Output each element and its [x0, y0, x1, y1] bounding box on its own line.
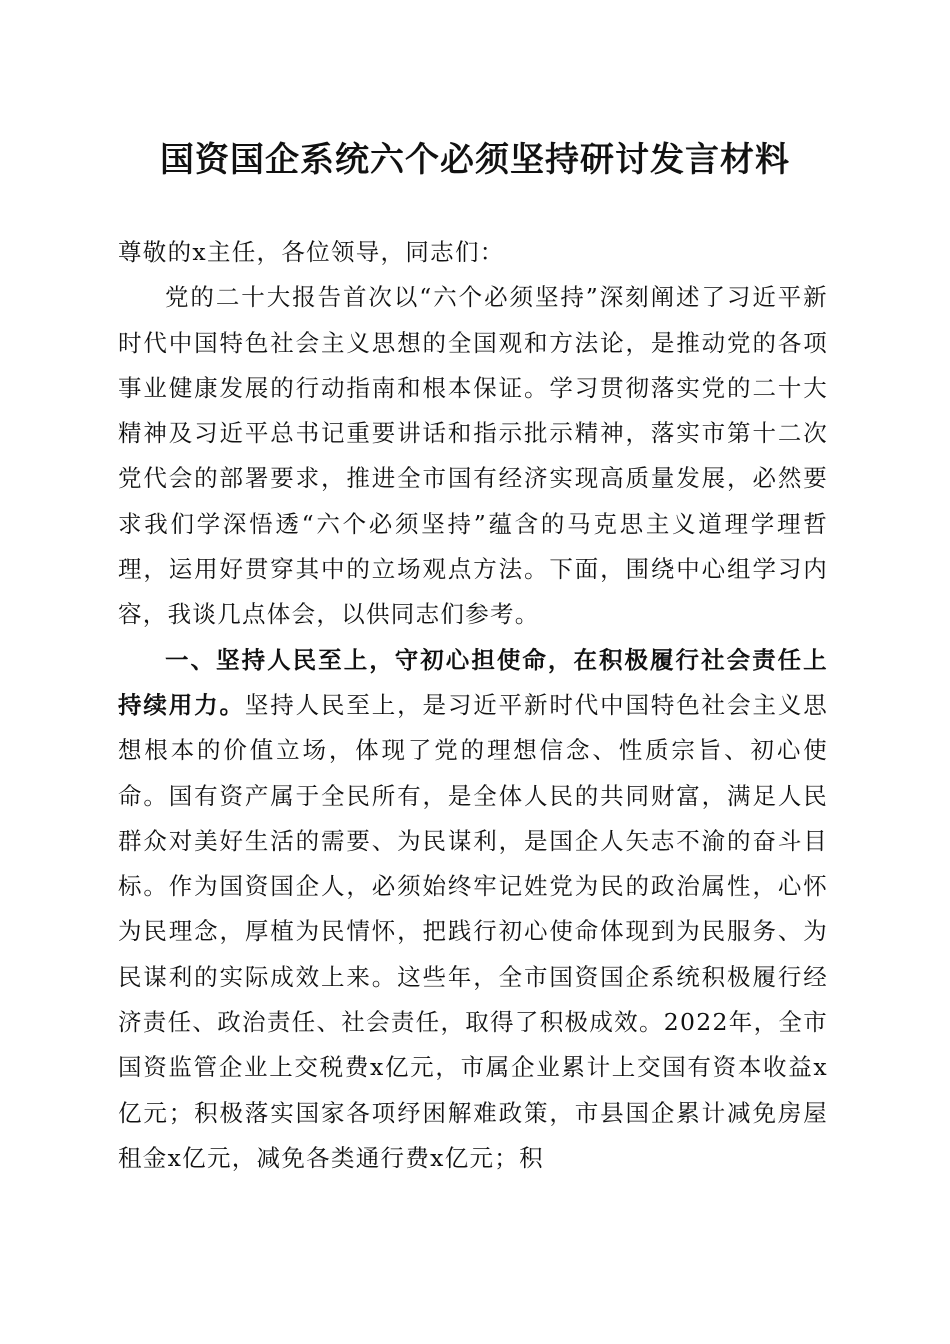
intro-paragraph: 党的二十大报告首次以“六个必须坚持”深刻阐述了习近平新时代中国特色社会主义思想的全国观和方法论，是推动党的各项事业健康发展的行动指南和根本保证。学习贯彻落实党的二十大精神及习近平总书记重要讲话和指示批示精神，落实市第十二次党代会的部署要求，推进全市国有经济实现高质量发展，必然要求我们学深悟透“六个必须坚持”蕴含的马克思主义道理学理哲理，运用好贯穿其中的立场观点方法。下面，围绕中心组学习内容，我谈几点体会，以供同志们参考。: [118, 283, 828, 629]
section-1-heading: 一、坚持人民至上，守初心担使命，在积极履行社会责任上持续用力。: [118, 645, 828, 719]
section-1-paragraph: [118, 638, 828, 1182]
section-1-body: 坚持人民至上，是习近平新时代中国特色社会主义思想根本的价值立场，体现了党的理想信念、性质宗旨、初心使命。国有资产属于全民所有，是全体人民的共同财富，满足人民群众对美好生活的需要、为民谋利，是国企人矢志不渝的奋斗目标。作为国资国企人，必须始终牢记姓党为民的政治属性，心怀为民理念，厚植为民情怀，把践行初心使命体现到为民服务、为民谋利的实际成效上来。这些年，全市国资国企系统积极履行经济责任、政治责任、社会责任，取得了积极成效。2022年，全市国资监管企业上交税费x亿元，市属企业累计上交国有资本收益x亿元；积极落实国家各项纾困解难政策，市县国企累计减免房屋租金x亿元，减免各类通行费x亿元；积: [118, 690, 828, 1172]
document-body: [118, 230, 828, 1181]
document-title: 国资国企系统六个必须坚持研讨发言材料: [160, 140, 790, 180]
salutation: 尊敬的x主任，各位领导，同志们：: [118, 238, 505, 266]
